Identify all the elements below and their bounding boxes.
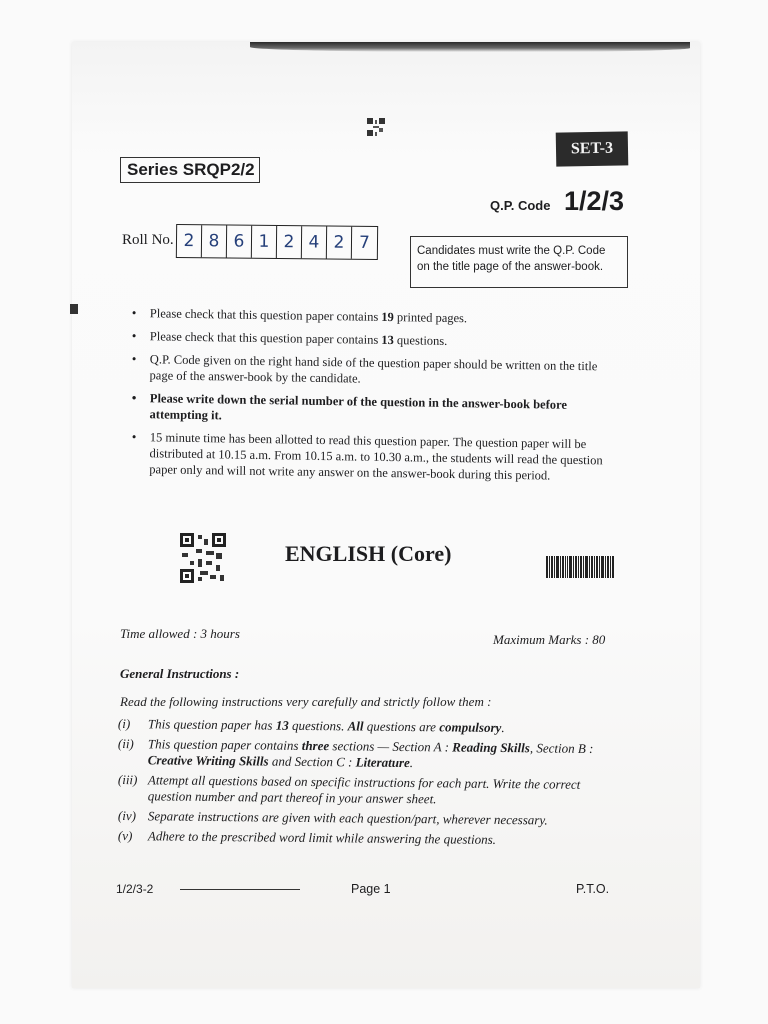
maximum-marks: Maximum Marks : 80 xyxy=(493,632,606,647)
roll-no-boxes xyxy=(176,224,378,260)
instruction-text: Attempt all questions based on specific instructions for each part. Write the correct question number and part thereof in your answer sheet. xyxy=(147,772,581,807)
instruction-text: This question paper has 13 questions. All questions are compulsory. xyxy=(147,716,505,736)
qp-code-label: Q.P. Code xyxy=(490,198,551,213)
footer-pto: P.T.O. xyxy=(576,882,610,896)
subject-title: ENGLISH (Core) xyxy=(285,541,452,566)
footer-page-number: Page 1 xyxy=(351,882,391,896)
qp-code-note: Candidates must write the Q.P. Code on the title page of the answer-book. xyxy=(410,236,628,288)
checklist-item: • Q.P. Code given on the right hand side of the question paper should be written on the title page of the answer-book by the candidate. xyxy=(131,351,611,391)
roll-digit: 2 xyxy=(277,226,302,258)
instruction-number: (iii) xyxy=(117,772,138,788)
instruction-number: (i) xyxy=(117,716,131,732)
instruction-item xyxy=(118,772,623,809)
set-badge: SET-3 xyxy=(556,131,629,166)
checklist-item: • 15 minute time has been allotted to read this question paper. The question paper will be distributed at 10.15 a.m. From 10.15 a.m. to 10.30 a.m., the students will read the question paper only and will not write any answer on the answer-book during this period. xyxy=(131,429,612,485)
instruction-number: (v) xyxy=(117,828,133,844)
roll-digit: 8 xyxy=(202,225,227,257)
roll-digit: 6 xyxy=(227,225,252,257)
roll-digit: 1 xyxy=(252,226,277,258)
preliminary-checklist xyxy=(132,305,612,484)
general-instructions-list xyxy=(118,716,623,848)
instruction-item xyxy=(118,716,623,737)
instruction-number: (iv) xyxy=(117,808,137,824)
binding-mark xyxy=(70,304,78,314)
small-qr-code-icon xyxy=(367,118,385,136)
footer-rule xyxy=(180,889,300,890)
time-allowed: Time allowed : 3 hours xyxy=(120,626,240,641)
photo-shadow xyxy=(250,42,690,52)
qr-code-icon xyxy=(180,533,226,583)
roll-digit: 7 xyxy=(358,232,371,253)
instruction-item xyxy=(118,828,623,849)
roll-no-label: Roll No. xyxy=(122,232,174,248)
roll-digit: 4 xyxy=(302,226,327,258)
instruction-item xyxy=(118,736,623,773)
checklist-item: • Please check that this question paper contains 19 printed pages. xyxy=(132,305,612,329)
instruction-item xyxy=(118,808,623,829)
footer-paper-code: 1/2/3-2 xyxy=(116,882,154,896)
instruction-text: Adhere to the prescribed word limit while answering the questions. xyxy=(147,828,497,847)
barcode-icon xyxy=(546,556,614,578)
roll-digit: 2 xyxy=(327,227,352,259)
instruction-number: (ii) xyxy=(117,736,134,752)
qp-code-value: 1/2/3 xyxy=(564,186,625,216)
checklist-item: • Please write down the serial number of the question in the answer-book before attempting it. xyxy=(131,390,611,430)
series-label: Series SRQP2/2 xyxy=(120,157,260,183)
instruction-text: Separate instructions are given with each question/part, wherever necessary. xyxy=(147,808,548,828)
roll-digit: 2 xyxy=(177,225,202,257)
checklist-item: • Please check that this question paper contains 13 questions. xyxy=(132,328,612,352)
general-instructions-intro: Read the following instructions very carefully and strictly follow them : xyxy=(120,694,492,709)
general-instructions-title: General Instructions : xyxy=(120,666,240,681)
instruction-text: This question paper contains three sections — Section A : Reading Skills, Section B : Creative Writing Skills and Section C : Literature. xyxy=(147,736,594,771)
